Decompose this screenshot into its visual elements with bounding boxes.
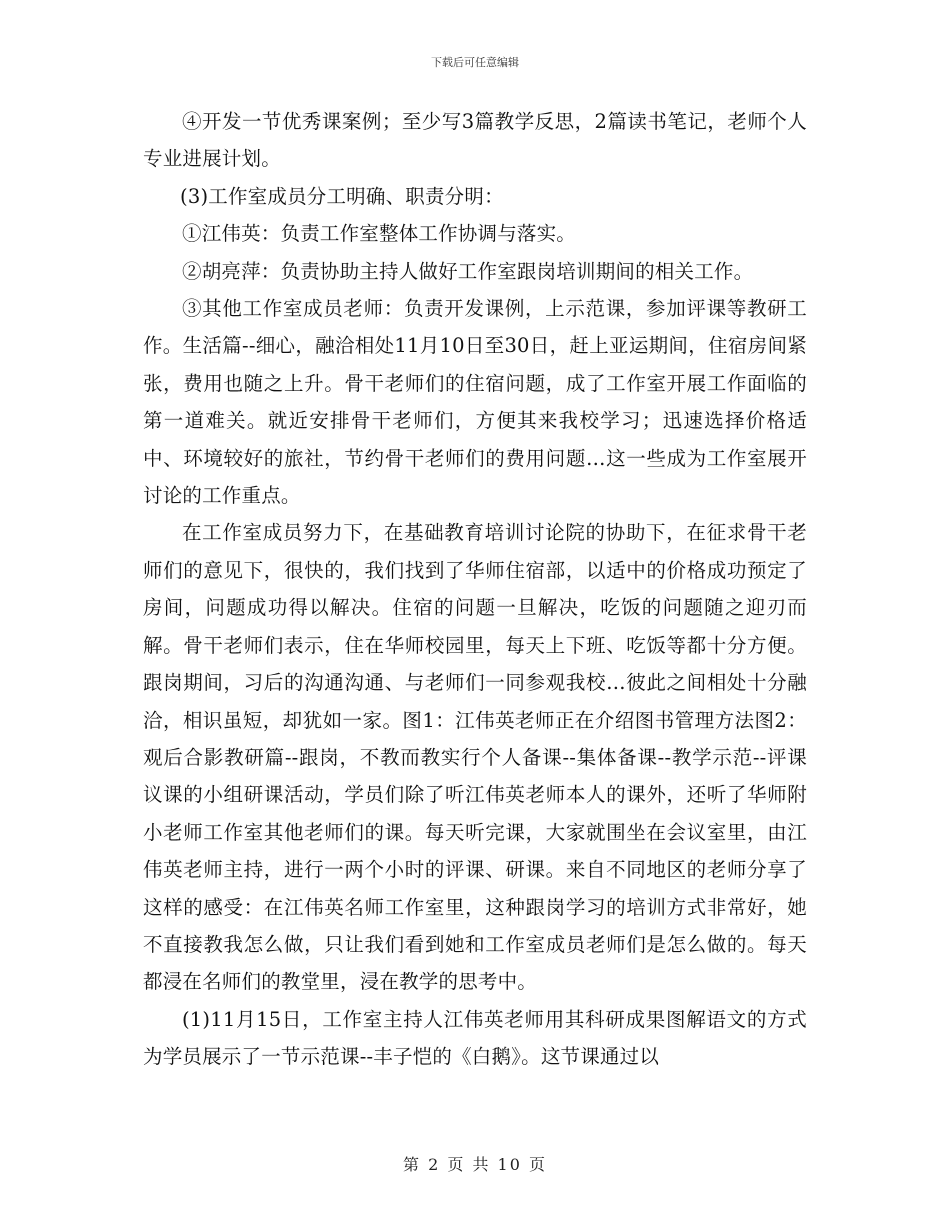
paragraph-division-heading: (3)工作室成员分工明确、职责分明： <box>180 184 504 208</box>
document-body <box>143 103 807 1076</box>
page-header-note: 下载后可任意编辑 <box>431 56 519 69</box>
page-number: 第 2 页 共 10 页 <box>403 1155 547 1174</box>
paragraph-accommodation: 在工作室成员努力下，在基础教育培训讨论院的协助下，在征求骨干老师们的意见下，很快的，我们找到了华师住宿部，以适中的价格成功预定了房间，问题成功得以解决。住宿的问题一旦解决，吃饭的问题随之迎刃而解。骨干老师们表示，住在华师校园里，每天上下班、吃饭等都十分方便。跟岗期间，习后的沟通沟通、与老师们一同参观我校…彼此之间相处十分融洽，相识虽短，却犹如一家。图1：江伟英老师正在介绍图书管理方法图2：观后合影教研篇--跟岗，不教而教实行个人备课--集体备课--教学示范--评课议课的小组研课活动，学员们除了听江伟英老师本人的课外，还听了华师附小老师工作室其他老师们的课。每天听完课，大家就围坐在会议室里，由江伟英老师主持，进行一两个小时的评课、研课。来自不同地区的老师分享了这样的感受：在江伟英名师工作室里，这种跟岗学习的培训方式非常好，她不直接教我怎么做，只让我们看到她和工作室成员老师们是怎么做的。每天都浸在名师们的教堂里，浸在教学的思考中。 <box>143 521 807 994</box>
paragraph-other-members: ③其他工作室成员老师：负责开发课例，上示范课，参加评课等教研工作。生活篇--细心，融洽相处11月10日至30日，赶上亚运期间，住宿房间紧张，费用也随之上升。骨干老师们的住宿问题，成了工作室开展工作面临的第一道难关。就近安排骨干老师们，方便其来我校学习；迅速选择价格适中、环境较好的旅社，节约骨干老师们的费用问题…这一些成为工作室展开讨论的工作重点。 <box>143 297 807 508</box>
paragraph-demo-lesson: (1)11月15日，工作室主持人江伟英老师用其科研成果图解语文的方式为学员展示了一节示范课--丰子恺的《白鹅》。这节课通过以 <box>143 1007 807 1069</box>
paragraph-plan: ④开发一节优秀课案例；至少写3篇教学反思，2篇读书笔记，老师个人专业进展计划。 <box>143 110 807 171</box>
paragraph-member-jiang: ①江伟英：负责工作室整体工作协调与落实。 <box>182 222 577 246</box>
paragraph-member-hu: ②胡亮萍：负责协助主持人做好工作室跟岗培训期间的相关工作。 <box>182 259 754 283</box>
